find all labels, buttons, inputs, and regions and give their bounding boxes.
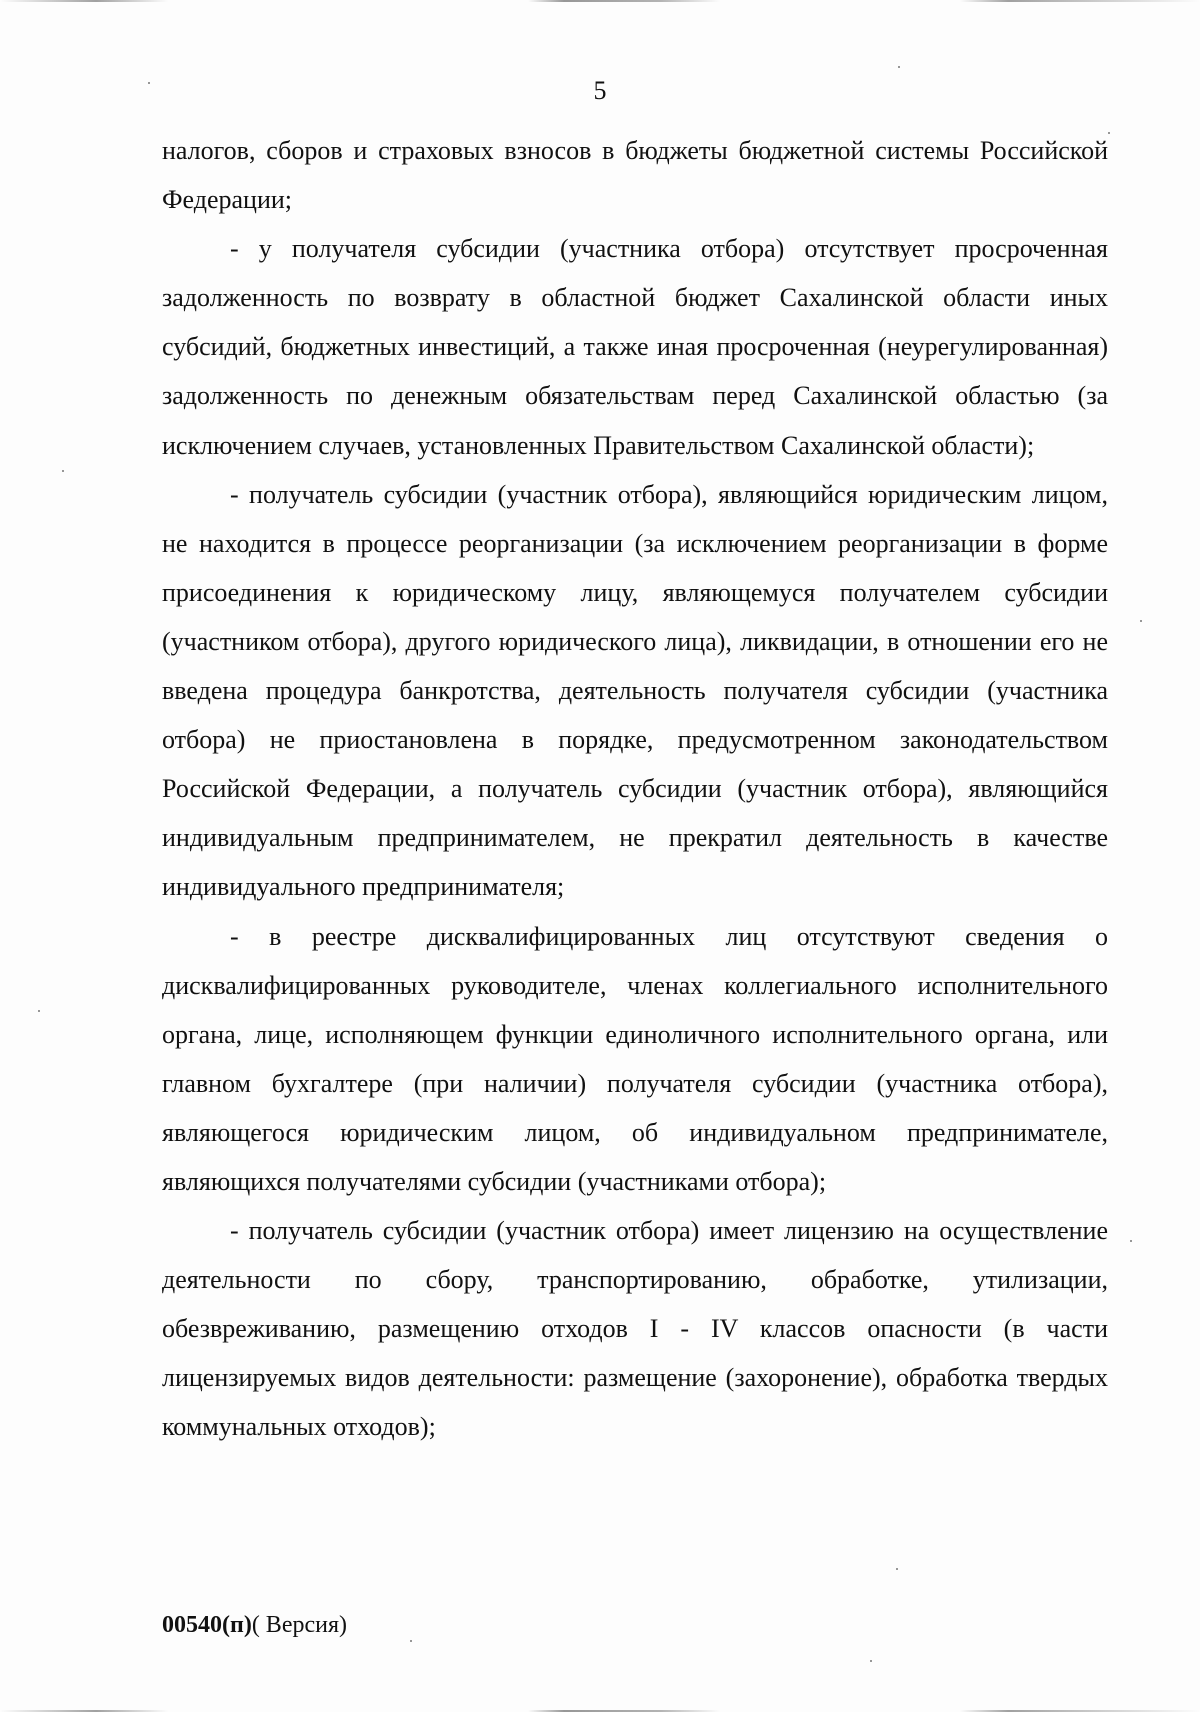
page-number: 5 xyxy=(593,76,607,105)
paragraph-continuation: налогов, сборов и страховых взносов в бюджеты бюджетной системы Российской Федерации; xyxy=(162,136,1108,215)
scan-speck xyxy=(410,1640,412,1642)
scan-speck xyxy=(1140,620,1142,622)
scan-speck xyxy=(898,66,900,68)
scan-speck xyxy=(870,1660,872,1662)
document-body xyxy=(162,126,1108,1452)
footer-code: 00540(п) xyxy=(162,1612,252,1638)
paragraph-disqualified-persons: - в реестре дисквалифицированных лиц отсутствуют сведения о дисквалифицированных руководителе, членах коллегиального исполнительного органа, лице, исполняющем функции единоличного исполнительного органа, или главном бухгалтере (при наличии) получателя субсидии (участника отбора), являющегося юридическим лицом, об индивидуальном предпринимателе, являющихся получателями субсидии (участниками отбора); xyxy=(162,921,1108,1196)
scan-speck xyxy=(148,82,150,84)
scan-speck xyxy=(1130,1240,1132,1242)
scan-speck xyxy=(62,470,64,472)
paragraph-reorganization: - получатель субсидии (участник отбора), являющийся юридическим лицом, не находится в процессе реорганизации (за исключением реорганизации в форме присоединения к юридическому лицу, являющемуся получателем субсидии (участником отбора), другого юридического лица), ликвидации, в отношении его не введена процедура банкротства, деятельность получателя субсидии (участника отбора) не приостановлена в порядке, предусмотренном законодательством Российской Федерации, а получатель субсидии (участник отбора), являющийся индивидуальным предпринимателем, не прекратил деятельность в качестве индивидуального предпринимателя; xyxy=(162,479,1108,902)
scan-speck xyxy=(896,1568,898,1570)
paragraph-overdue-debt: - у получателя субсидии (участника отбора) отсутствует просроченная задолженность по возврату в областной бюджет Сахалинской области иных субсидий, бюджетных инвестиций, а также иная просроченная (неурегулированная) задолженность по денежным обязательствам перед Сахалинской областью (за исключением случаев, установленных Правительством Сахалинской области); xyxy=(162,234,1108,460)
footer-document-code xyxy=(162,1610,347,1640)
scan-speck xyxy=(38,1010,40,1012)
scan-edge-top xyxy=(0,0,1200,2)
paragraph-license: - получатель субсидии (участник отбора) имеет лицензию на осуществление деятельности по сбору, транспортированию, обработке, утилизации, обезвреживанию, размещению отходов I - IV классов опасности (в части лицензируемых видов деятельности: размещение (захоронение), обработка твердых коммунальных отходов); xyxy=(162,1216,1108,1442)
scan-speck xyxy=(1108,132,1110,134)
footer-version: ( Версия) xyxy=(251,1612,347,1638)
